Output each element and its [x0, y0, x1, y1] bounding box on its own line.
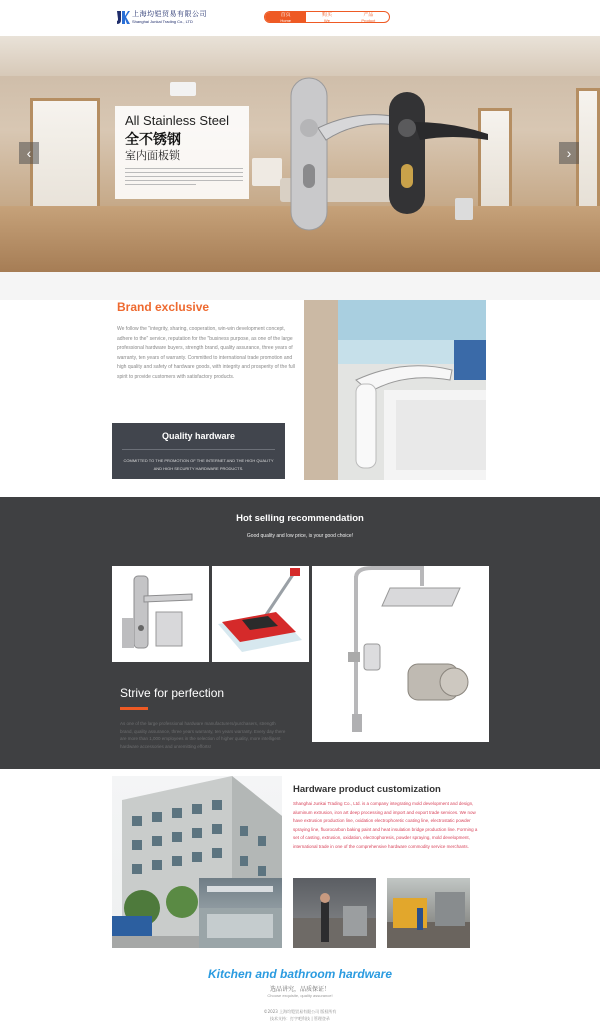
nav-item-home[interactable]	[265, 12, 306, 22]
accent-bar	[120, 707, 148, 710]
nav-item-label: 首页	[280, 12, 291, 18]
nav-item-sublabel: Product	[361, 18, 376, 23]
quality-hardware-box	[112, 423, 285, 479]
product-card-mop[interactable]	[212, 566, 309, 662]
nav-item-we[interactable]	[306, 12, 347, 22]
logo-name-en: Shanghai Junkai Trading Co., LTD	[132, 19, 193, 24]
chevron-left-icon: ‹	[26, 145, 32, 161]
kitchen-bathroom-slogan-cn: 选品讲究，品质保证！	[269, 986, 330, 993]
quality-hardware-title: Quality hardware	[161, 431, 236, 441]
factory-floor-image	[387, 878, 470, 948]
footer-copyright	[0, 1008, 600, 1022]
strive-text: As one of the large professional hardware manufacturers/purchasers, strength brand, quality assurance, three years warranty, ten years warranty. Every day there are more than 1,000 employees in the selection of higher quality, more intelligent hardware accessories and unremitting efforts!	[120, 721, 286, 749]
hot-selling-section	[0, 497, 600, 769]
product-card-shower[interactable]	[312, 566, 489, 742]
nav-item-product[interactable]	[348, 12, 389, 22]
logo-name-cn: 上海均铠贸易有限公司	[132, 10, 207, 18]
door-lock-image	[112, 566, 209, 662]
product-card-lock[interactable]	[112, 566, 209, 662]
factory-thumb-2[interactable]	[293, 878, 376, 948]
customization-text: Shanghai Junkai Trading Co., Ltd. is a company integrating mold development and design, aluminum extrusion, iron art deep processing and import and export trade services. We now have extrusion production line, oxidation electrophoretic coating line, electrostatic powder spraying line, fluorocarbon baking paint and heat insulation bridge production line. Forming a set of casting, extrusion, oxidation, electrophoresis, powder spraying, mold development, international trade in one of the comprehensive hardware commodity service merchants.	[293, 801, 478, 849]
hero-title-cn: 全不锈钢	[125, 132, 181, 148]
nav-item-sublabel: We	[324, 18, 330, 23]
factory-thumb-3[interactable]	[387, 878, 470, 948]
hero-banner[interactable]	[0, 36, 600, 272]
hero-subtitle-cn: 室内面板锁	[125, 149, 180, 162]
strive-title: Strive for perfection	[120, 686, 225, 700]
brand-title: Brand exclusive	[117, 300, 210, 314]
logo[interactable]	[116, 9, 216, 27]
kitchen-bathroom-slogan-en: Choose exquisite, quality assurance!	[267, 993, 333, 998]
nav-item-label: 购买	[321, 12, 332, 18]
logo-mark-icon	[116, 9, 130, 25]
hero-door-handles-image	[0, 36, 600, 272]
shower-set-image	[312, 566, 489, 742]
carousel-next-button[interactable]	[559, 142, 579, 164]
divider	[122, 449, 275, 450]
production-line-image	[199, 878, 282, 948]
main-nav	[264, 11, 390, 23]
support-link[interactable]: 技术支持：打字吧科技 | 管理登录	[270, 1016, 330, 1021]
mop-image	[212, 566, 309, 662]
section-band	[0, 272, 600, 300]
hot-selling-subtitle: Good quality and low price, is your good choice!	[246, 533, 354, 539]
faucet-image	[304, 300, 486, 480]
brand-text: We follow the "integrity, sharing, cooperation, win-win development concept, adhere to the" service, reputation for the "business purpose, as one of the large professional hardware buyers, strength brand, quality assurance, three years of warranty, ten years of warranty. Committed to international trade promotion and high quality and safety of hardware goods, with integrity and prosperity of the full spirit to provide customers with satisfactory products.	[117, 326, 295, 380]
workshop-image	[293, 878, 376, 948]
customization-title: Hardware product customization	[293, 784, 441, 795]
chevron-right-icon: ›	[566, 145, 572, 161]
copyright-text: ©2023 上海均铠贸易有限公司 版权所有	[263, 1009, 337, 1014]
nav-item-sublabel: Home	[280, 18, 291, 23]
faucet-photo	[304, 300, 486, 480]
nav-item-label: 产品	[363, 12, 374, 18]
carousel-prev-button[interactable]	[19, 142, 39, 164]
quality-hardware-subtitle: COMMITTED TO THE PROMOTION OF THE INTERNET AND THE HIGH QUALITY AND HIGH SECURITY HARDWARE PRODUCTS.	[123, 458, 274, 471]
hot-selling-title: Hot selling recommendation	[236, 513, 364, 524]
hero-caption-lines	[125, 168, 243, 188]
hero-title-en: All Stainless Steel	[125, 113, 230, 128]
factory-thumb-1[interactable]	[199, 878, 282, 948]
site-header	[0, 0, 600, 36]
hero-caption-card	[115, 106, 249, 199]
kitchen-bathroom-title: Kitchen and bathroom hardware	[207, 967, 393, 981]
